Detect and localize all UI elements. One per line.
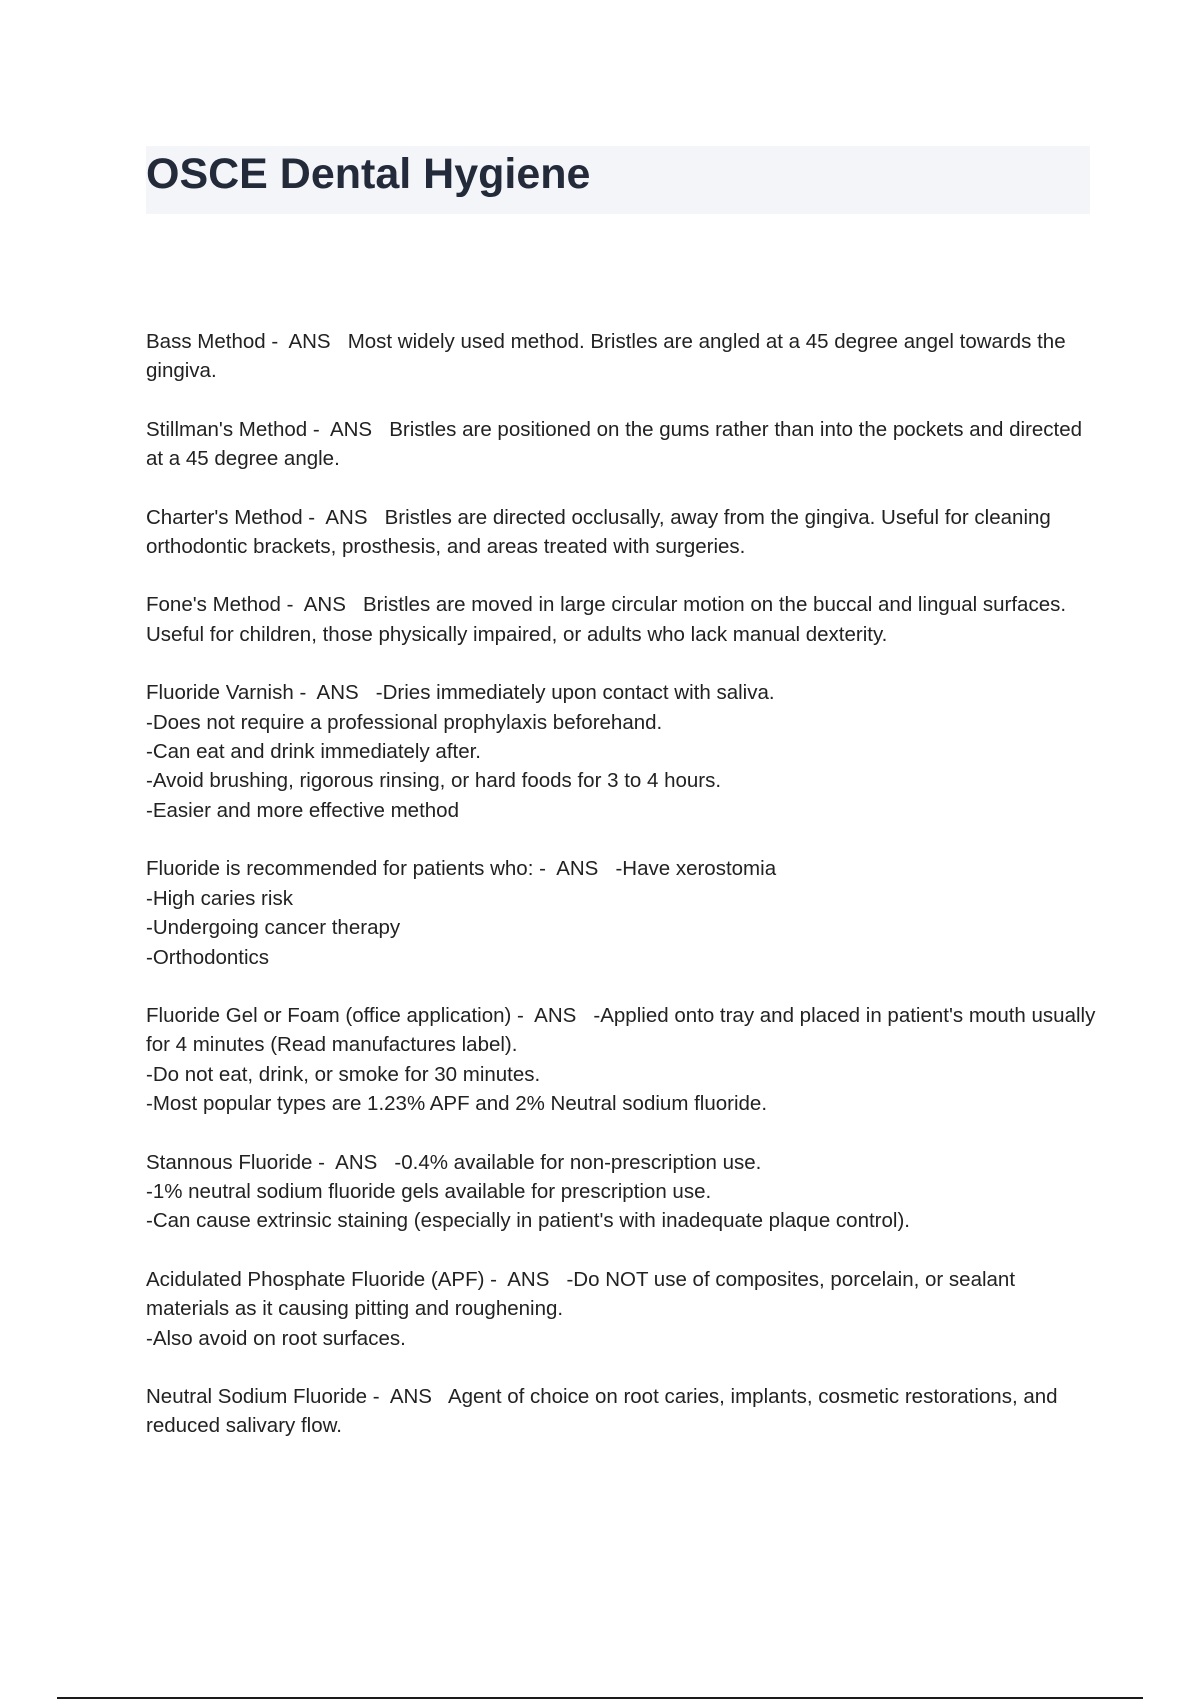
qa-entry-fluoride-varnish [146, 678, 1096, 825]
entry-ans-marker: ANS [529, 1003, 583, 1027]
entry-definition: Bristles are moved in large circular motion on the buccal and lingual surfaces. Useful for children, those physically impaired, or adults who lack manual dexterity. [146, 593, 1072, 646]
qa-list [146, 327, 1096, 1470]
entry-definition: Agent of choice on root caries, implants, cosmetic restorations, and reduced salivary flow. [146, 1384, 1064, 1438]
entry-term: Fluoride Gel or Foam (office application) - [146, 1003, 530, 1027]
entry-ans-marker: ANS [299, 593, 352, 617]
qa-entry-stannous-fluoride [146, 1148, 1096, 1236]
entry-term: Fluoride is recommended for patients who: - [146, 857, 552, 881]
qa-entry-charters-method [146, 503, 1096, 562]
qa-entry-apf [146, 1265, 1096, 1353]
entry-term: Stannous Fluoride - [146, 1150, 331, 1174]
entry-term: Fluoride Varnish - [146, 681, 312, 705]
entry-definition: -0.4% available for non-prescription use. -1% neutral sodium fluoride gels available for prescription use. -Can cause extrinsic staining (especially in patient's with inadequate plaque control). [146, 1150, 910, 1233]
document-title: OSCE Dental Hygiene [146, 150, 591, 198]
entry-definition: Bristles are positioned on the gums rather than into the pockets and directed at a 45 degree angle. [146, 417, 1088, 471]
qa-entry-fluoride-recommended [146, 854, 1096, 972]
entry-ans-marker: ANS [325, 417, 378, 441]
entry-definition: Most widely used method. Bristles are angled at a 45 degree angel towards the gingiva. [146, 330, 1072, 383]
entry-term: Stillman's Method - [146, 417, 326, 441]
entry-ans-marker: ANS [385, 1384, 438, 1408]
entry-definition: Bristles are directed occlusally, away from the gingiva. Useful for cleaning orthodontic brackets, prosthesis, and areas treated with surgeries. [146, 505, 1057, 559]
qa-entry-fones-method [146, 590, 1096, 649]
entry-ans-marker: ANS [551, 857, 605, 881]
entry-definition: -Do NOT use of composites, porcelain, or sealant materials as it causing pitting and roughening. -Also avoid on root surfaces. [146, 1267, 1016, 1350]
entry-definition: -Have xerostomia -High caries risk -Undergoing cancer therapy -Orthodontics [146, 857, 777, 969]
entry-ans-marker: ANS [283, 330, 337, 353]
qa-entry-neutral-sodium-fluoride [146, 1382, 1096, 1441]
footer-rule [57, 1697, 1143, 1699]
entry-ans-marker: ANS [502, 1267, 556, 1291]
entry-definition: -Applied onto tray and placed in patient's mouth usually for 4 minutes (Read manufactures label). -Do not eat, drink, or smoke for 30 minutes. -Most popular types are 1.23% APF and 2% Neutral sodium fluoride. [146, 1003, 1096, 1116]
entry-ans-marker: ANS [320, 505, 374, 529]
qa-entry-bass-method [146, 327, 1096, 386]
entry-definition: -Dries immediately upon contact with saliva. -Does not require a professional prophylaxis beforehand. -Can eat and drink immediately after. -Avoid brushing, rigorous rinsing, or hard foods for 3 to 4 hours. -Easier and more effective method [146, 681, 775, 822]
entry-term: Acidulated Phosphate Fluoride (APF) - [146, 1267, 503, 1291]
entry-term: Neutral Sodium Fluoride - [146, 1384, 386, 1408]
entry-ans-marker: ANS [311, 681, 365, 705]
entry-term: Charter's Method - [146, 505, 321, 529]
qa-entry-fluoride-gel-foam [146, 1001, 1096, 1119]
qa-entry-stillmans-method [146, 415, 1096, 474]
entry-term: Bass Method - [146, 330, 284, 353]
entry-ans-marker: ANS [330, 1150, 384, 1174]
entry-term: Fone's Method - [146, 593, 300, 617]
